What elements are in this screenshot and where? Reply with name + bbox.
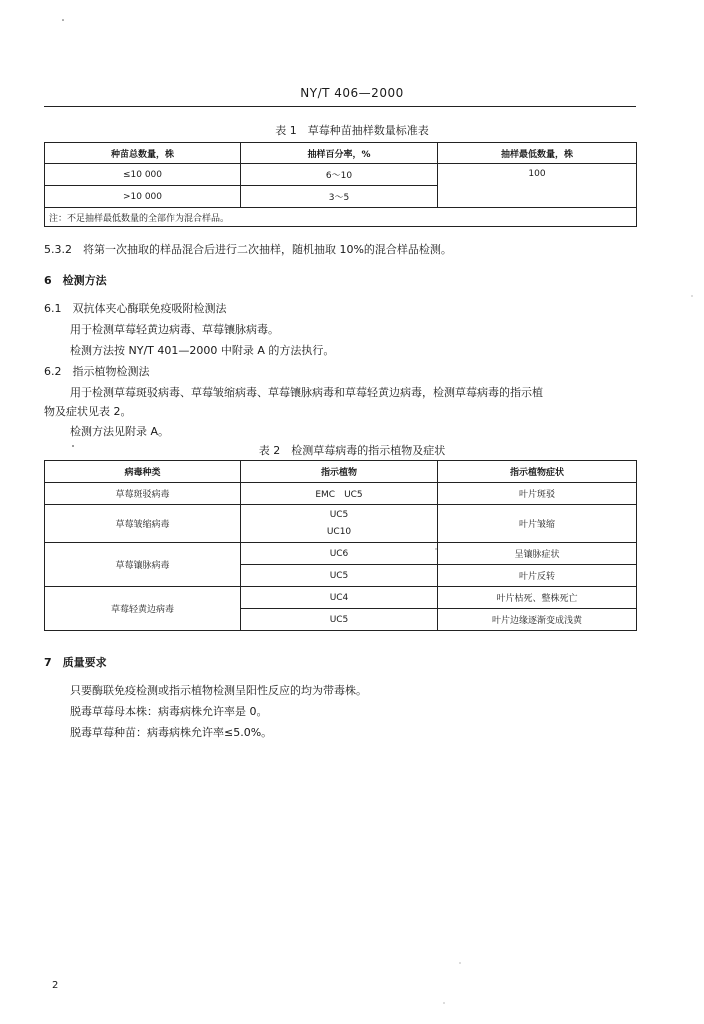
section-6-heading: 6 检测方法 — [44, 274, 107, 287]
standard-number-header: NY/T 406—2000 — [300, 86, 404, 100]
symptom-cell: 呈镶脉症状 — [438, 543, 637, 565]
plant-cell — [241, 505, 438, 543]
table2 — [44, 460, 637, 631]
table1-note-row — [45, 208, 637, 227]
symptom-cell: 叶片皱缩 — [438, 505, 637, 543]
table-row — [45, 483, 637, 505]
clause-5-3-2: 5.3.2 将第一次抽取的样品混合后进行二次抽样，随机抽取 10%的混合样品检测。 — [44, 243, 452, 256]
section-6-2-para-2: 检测方法见附录 A。 — [70, 425, 170, 438]
plant-line: UC10 — [326, 526, 352, 537]
table2-header-cell: 指示植物症状 — [438, 461, 637, 483]
virus-cell: 草莓镶脉病毒 — [45, 543, 241, 587]
table-cell: ≤10 000 — [45, 164, 241, 186]
plant-cell: UC6 — [241, 543, 438, 565]
table2-caption: 表 2 检测草莓病毒的指示植物及症状 — [258, 444, 446, 457]
table-row — [45, 543, 637, 565]
table-cell: 6～10 — [241, 164, 438, 186]
table1-header-cell: 种苗总数量，株 — [45, 143, 241, 164]
virus-cell: 草莓轻黄边病毒 — [45, 587, 241, 631]
section-6-2-para-1a: 用于检测草莓斑驳病毒、草莓皱缩病毒、草莓镶脉病毒和草莓轻黄边病毒，检测草莓病毒的指示植 — [70, 386, 543, 399]
section-6-1-heading: 6.1 双抗体夹心酶联免疫吸附检测法 — [44, 302, 227, 315]
plant-cell: UC4 — [241, 587, 438, 609]
symptom-cell: 叶片反转 — [438, 565, 637, 587]
section-6-1-para-1: 用于检测草莓轻黄边病毒、草莓镶脉病毒。 — [70, 323, 279, 336]
table1 — [44, 142, 637, 227]
symptom-cell: 叶片枯死、整株死亡 — [438, 587, 637, 609]
section-7-para-1: 只要酶联免疫检测或指示植物检测呈阳性反应的均为带毒株。 — [70, 684, 367, 697]
symptom-cell: 叶片斑驳 — [438, 483, 637, 505]
table-cell: 100 — [438, 164, 637, 208]
virus-cell: 草莓皱缩病毒 — [45, 505, 241, 543]
virus-cell: 草莓斑驳病毒 — [45, 483, 241, 505]
table-row — [45, 164, 637, 186]
section-6-2-para-1b: 物及症状见表 2。 — [44, 405, 132, 418]
plant-cell: UC5 — [241, 609, 438, 631]
plant-cell: EMC UC5 — [241, 483, 438, 505]
header-rule — [44, 106, 636, 107]
table1-header-cell: 抽样百分率，% — [241, 143, 438, 164]
table1-caption: 表 1 草莓种苗抽样数量标准表 — [275, 124, 429, 137]
section-6-2-heading: 6.2 指示植物检测法 — [44, 365, 150, 378]
table2-header-cell: 指示植物 — [241, 461, 438, 483]
plant-cell: UC5 — [241, 565, 438, 587]
section-6-1-para-2: 检测方法按 NY/T 401—2000 中附录 A 的方法执行。 — [70, 344, 335, 357]
page-number: 2 — [52, 980, 59, 991]
table1-note: 注：不足抽样最低数量的全部作为混合样品。 — [45, 208, 637, 227]
table1-header-cell: 抽样最低数量，株 — [438, 143, 637, 164]
symptom-cell: 叶片边缘逐渐变成浅黄 — [438, 609, 637, 631]
table-row — [45, 505, 637, 543]
table-row — [45, 587, 637, 609]
table2-header-row — [45, 461, 637, 483]
plant-line: UC5 — [329, 509, 349, 520]
section-7-heading: 7 质量要求 — [44, 656, 107, 669]
table1-header-row — [45, 143, 637, 164]
table-cell: 3～5 — [241, 186, 438, 208]
table-cell: >10 000 — [45, 186, 241, 208]
section-7-para-2: 脱毒草莓母本株：病毒病株允许率是 0。 — [70, 705, 268, 718]
table2-header-cell: 病毒种类 — [45, 461, 241, 483]
section-7-para-3: 脱毒草莓种苗：病毒病株允许率≤5.0%。 — [70, 726, 273, 739]
